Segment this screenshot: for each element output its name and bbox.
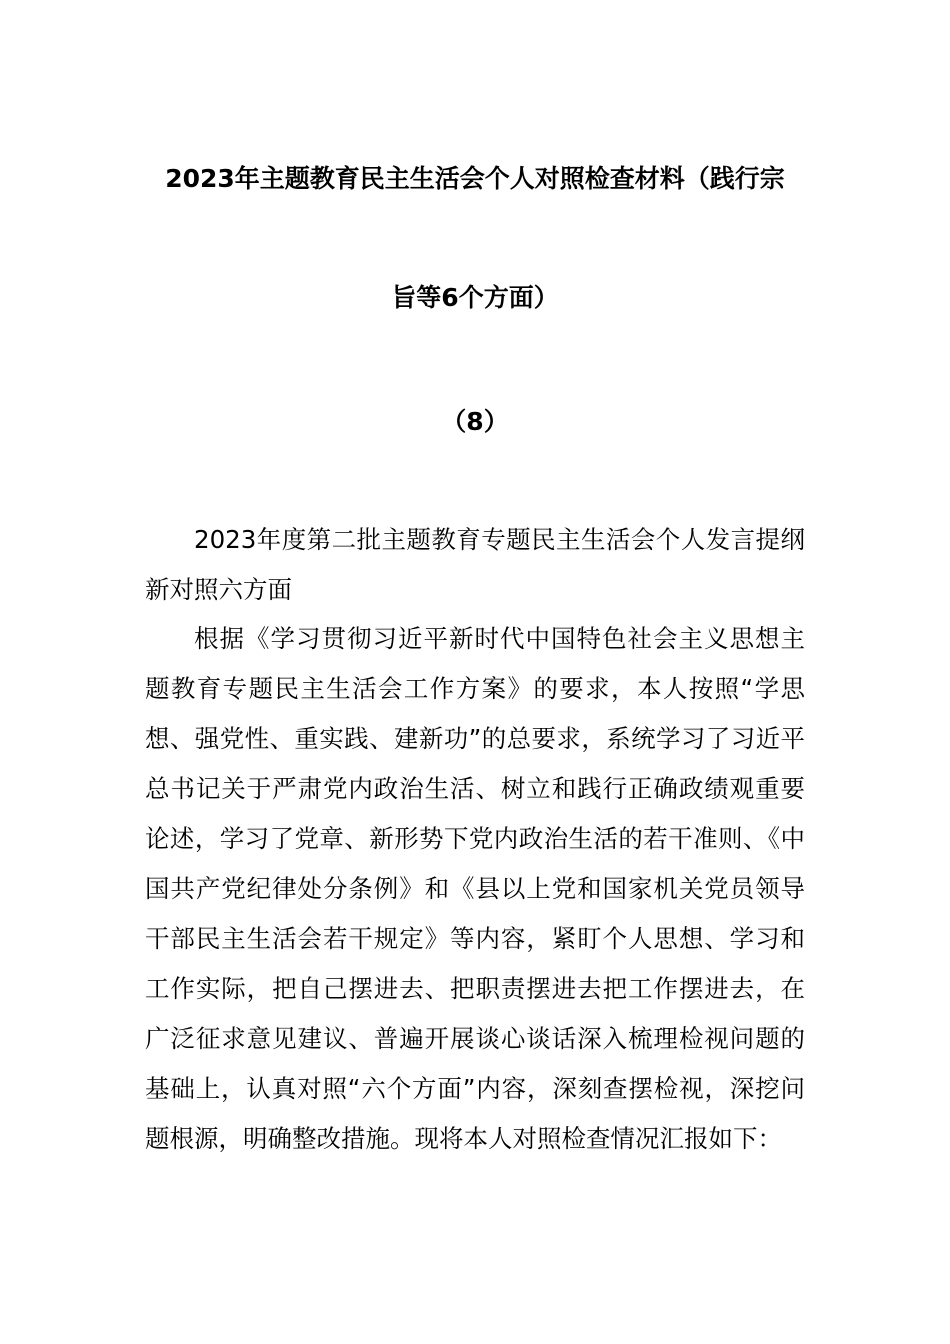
- body-paragraph: 根据《学习贯彻习近平新时代中国特色社会主义思想主题教育专题民主生活会工作方案》的要求，本人按照“学思想、强党性、重实践、建新功”的总要求，系统学习了习近平总书记关于严肃党内政治生活、树立和践行正确政绩观重要论述，学习了党章、新形势下党内政治生活的若干准则、《中国共产党纪律处分条例》和《县以上党和国家机关党员领导干部民主生活会若干规定》等内容，紧盯个人思想、学习和工作实际，把自己摆进去、把职责摆进去把工作摆进去，在广泛征求意见建议、普遍开展谈心谈话深入梳理检视问题的基础上，认真对照“六个方面”内容，深刻查摆检视，深挖问题根源，明确整改措施。现将本人对照检查情况汇报如下：: [145, 624, 805, 1153]
- document-title-line-2: 旨等6个方面）: [391, 283, 559, 312]
- document-title-number: （8）: [441, 407, 509, 436]
- subtitle-paragraph: 2023年度第二批主题教育专题民主生活会个人发言提纲新对照六方面: [145, 525, 805, 604]
- document-title-line-1: 2023年主题教育民主生活会个人对照检查材料（践行宗: [165, 164, 785, 193]
